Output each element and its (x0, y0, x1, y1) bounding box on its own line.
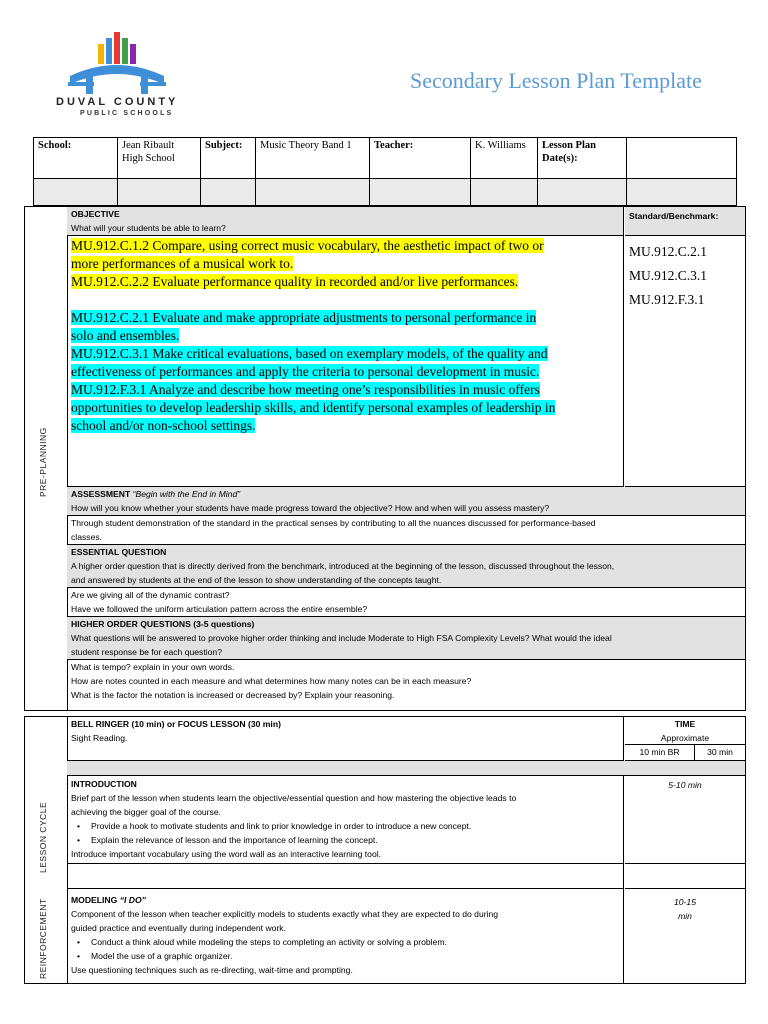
modeling-line: Component of the lesson when teacher explicitly models to students exactly what they are expected to do during (71, 909, 499, 919)
bell-ringer-row[interactable] (67, 717, 624, 761)
pre-planning-label: PRE-PLANNING (38, 427, 48, 497)
modeling-row[interactable] (67, 889, 624, 983)
essential-question-heading: ESSENTIAL QUESTION (71, 547, 167, 557)
modeling-bullet: • Conduct a think aloud while modeling the steps to completing an activity or solving a problem. (71, 935, 619, 949)
answer-line: Are we giving all of the dynamic contrast? (71, 590, 230, 600)
standards-list (629, 240, 741, 312)
school-value[interactable]: Jean Ribault High School (118, 138, 201, 179)
lesson-cycle-sidebar (25, 717, 68, 983)
time-br-cell: 10 min BR (625, 745, 695, 761)
bell-ringer-answer: Sight Reading. (71, 733, 128, 743)
introduction-heading: INTRODUCTION (71, 779, 137, 789)
essential-question-answer[interactable] (67, 588, 745, 617)
assessment-heading: ASSESSMENT (71, 489, 131, 499)
standards-body[interactable] (625, 236, 745, 487)
modeling-line: guided practice and eventually during independent work. (71, 923, 286, 933)
standard-header (625, 207, 745, 236)
objective-line: MU.912.F.3.1 Analyze and describe how meeting one’s responsibilities in music offers (71, 382, 540, 397)
answer-line: Have we followed the uniform articulation pattern across the entire ensemble? (71, 604, 368, 614)
prompt-line: and answered by students at the end of the lesson to show understanding of the concepts taught. (71, 575, 442, 585)
subject-label: Subject: (201, 138, 256, 179)
empty-cell[interactable] (627, 179, 737, 206)
empty-cell[interactable] (34, 179, 118, 206)
objective-line: MU.912.C.1.2 Compare, using correct music vocabulary, the aesthetic impact of two or (71, 238, 544, 253)
standard-item: MU.912.C.3.1 (629, 268, 708, 283)
time-heading: TIME (674, 719, 696, 729)
objective-line: opportunities to develop leadership skills, and identify personal examples of leadership in (71, 400, 556, 415)
higher-order-answer[interactable] (67, 660, 745, 710)
lesson-dates-value[interactable] (627, 138, 737, 179)
teacher-value[interactable]: K. Williams (471, 138, 538, 179)
bell-ringer-heading: BELL RINGER (10 min) or FOCUS LESSON (30 min) (71, 719, 281, 729)
objective-line: MU.912.C.2.2 Evaluate performance quality in recorded and/or live performances. (71, 274, 519, 289)
time-subheading: Approximate (660, 733, 710, 743)
introduction-time: 5-10 min (625, 776, 745, 864)
lesson-cycle-section (24, 716, 746, 984)
assessment-answer[interactable] (67, 516, 745, 545)
answer-line: What is tempo? explain in your own words. (71, 662, 235, 672)
prompt-line: A higher order question that is directly derived from the benchmark, introduced at the beginning of the lesson, discussed throughout the lesson, (71, 561, 615, 571)
empty-cell[interactable] (201, 179, 256, 206)
answer-line: What is the factor the notation is increased or decreased by? Explain your reasoning. (71, 690, 395, 700)
teacher-label: Teacher: (370, 138, 471, 179)
modeling-time (625, 889, 745, 983)
prompt-line: student response be for each question? (71, 647, 222, 657)
modeling-time-unit: min (678, 911, 692, 921)
intro-line: Introduce important vocabulary using the word wall as an interactive learning tool. (71, 849, 382, 859)
assessment-prompt: How will you know whether your students have made progress toward the objective? How and when will you assess mastery? (71, 503, 550, 513)
objective-line: MU.912.C.2.1 Evaluate and make appropriate adjustments to personal performance in (71, 310, 537, 325)
document-title: Secondary Lesson Plan Template (410, 68, 702, 93)
modeling-tag: “I DO” (119, 895, 146, 905)
introduction-row[interactable] (67, 776, 624, 864)
modeling-time-range: 10-15 (674, 897, 696, 907)
empty-cell[interactable] (538, 179, 627, 206)
objective-text (71, 237, 619, 435)
lesson-cycle-label: LESSON CYCLE (38, 801, 48, 873)
prompt-line: What questions will be answered to provoke higher order thinking and include Moderate to High FSA Complexity Levels? What would the ideal (71, 633, 612, 643)
objective-heading: OBJECTIVE (71, 209, 120, 219)
standard-heading: Standard/Benchmark: (629, 211, 719, 221)
essential-question-header (67, 545, 745, 588)
objective-line: more performances of a musical work to. (71, 256, 294, 271)
modeling-line: Use questioning techniques such as re-directing, wait-time and prompting. (71, 965, 353, 975)
objective-body[interactable] (67, 236, 624, 487)
school-label: School: (34, 138, 118, 179)
higher-order-heading: HIGHER ORDER QUESTIONS (3-5 questions) (71, 619, 255, 629)
empty-cell[interactable] (370, 179, 471, 206)
spacer-row (67, 761, 745, 776)
logo-graphic (62, 32, 172, 94)
answer-line: classes. (71, 532, 103, 542)
objective-line: solo and ensembles. (71, 328, 180, 343)
empty-cell[interactable] (256, 179, 370, 206)
standard-item: MU.912.C.2.1 (629, 244, 708, 259)
objective-header (67, 207, 624, 236)
modeling-heading: MODELING (71, 895, 118, 905)
time-30-cell: 30 min (695, 745, 745, 761)
objective-line: MU.912.C.3.1 Make critical evaluations, based on exemplary models, of the quality and (71, 346, 548, 361)
intro-bullet: • Explain the relevance of lesson and the importance of learning the concept. (71, 833, 619, 847)
answer-line: How are notes counted in each measure and what determines how many notes can be in each measure? (71, 676, 472, 686)
blank-time-cell[interactable] (625, 864, 745, 889)
subject-value[interactable]: Music Theory Band 1 (256, 138, 370, 179)
empty-cell[interactable] (118, 179, 201, 206)
answer-line: Through student demonstration of the standard in the practical senses by contributing to all the nuances discussed for performance-based (71, 518, 596, 528)
modeling-bullet: • Model the use of a graphic organizer. (71, 949, 619, 963)
objective-line: effectiveness of performances and apply the criteria to personal development in music. (71, 364, 540, 379)
logo-title: DUVAL COUNTY (56, 96, 179, 108)
objective-line: school and/or non-school settings. (71, 418, 256, 433)
higher-order-header (67, 617, 745, 660)
pre-planning-sidebar (25, 207, 68, 710)
intro-line: Brief part of the lesson when students learn the objective/essential question and how mastering the objective leads to (71, 793, 517, 803)
lesson-dates-label: Lesson Plan Date(s): (538, 138, 627, 179)
intro-line: achieving the bigger goal of the course. (71, 807, 222, 817)
reinforcement-label: REINFORCEMENT (38, 898, 48, 979)
assessment-tag: “Begin with the End in Mind” (132, 489, 241, 499)
empty-cell[interactable] (471, 179, 538, 206)
assessment-header (67, 487, 745, 516)
standard-item: MU.912.F.3.1 (629, 292, 705, 307)
logo-subtitle: PUBLIC SCHOOLS (80, 110, 174, 117)
blank-row[interactable] (67, 864, 624, 889)
time-header (625, 717, 745, 745)
intro-bullet: • Provide a hook to motivate students and link to prior knowledge in order to introduce a new concept. (71, 819, 619, 833)
pre-planning-section (24, 206, 746, 711)
objective-prompt: What will your students be able to learn? (71, 223, 226, 233)
lesson-info-table (33, 137, 737, 206)
